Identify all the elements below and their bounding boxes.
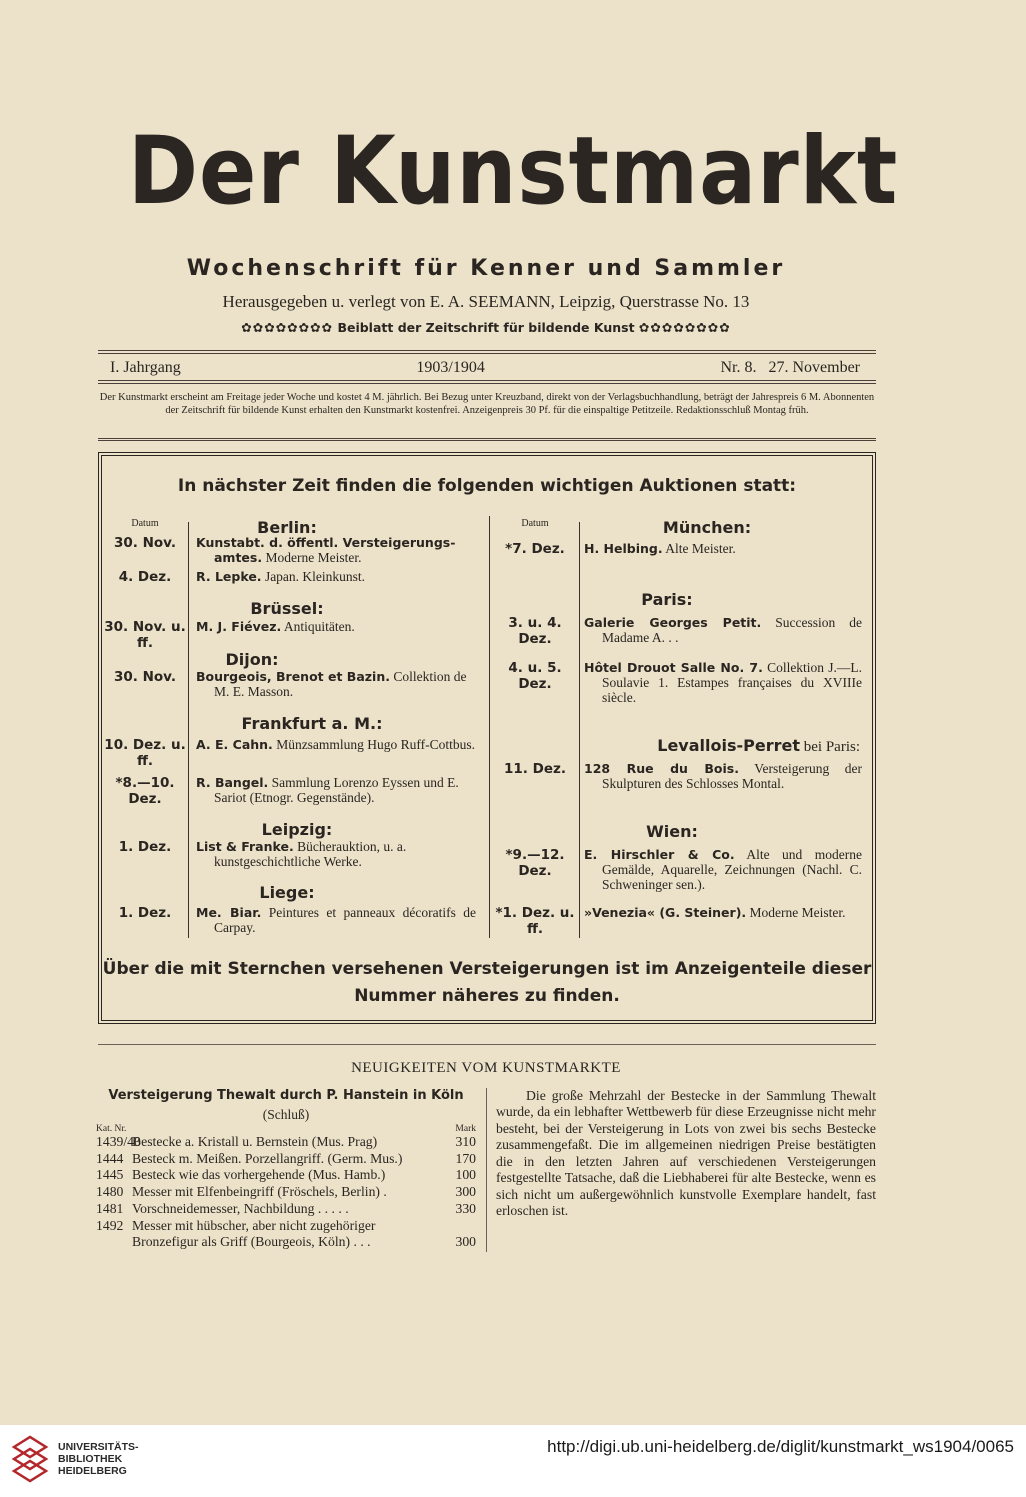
auction-date: *1. Dez. u. ff. [495,905,575,937]
auction-results-column [96,1088,476,1251]
auction-desc: Alte und moderne Gemälde, Aquarelle, Zeichnungen (Nachl. C. Schweninger sen.). [602,847,862,892]
lot-desc: Bestecke a. Kristall u. Bernstein (Mus. Prag) [132,1134,378,1149]
auction-entry [492,542,872,558]
divider-center [489,516,490,938]
publisher-line: Herausgegeben u. verlegt von E. A. SEEMANN, Leipzig, Querstrasse No. 13 [222,292,750,311]
city-paris: Paris: [641,590,693,609]
auction-text [196,670,476,700]
auction-entry [102,840,477,870]
library-name-line: UNIVERSITÄTS- [58,1441,139,1453]
auctioneer-name: A. E. Cahn. [196,737,273,752]
lot-number: 1444 [96,1150,124,1166]
auctioneer-name: Me. Biar. [196,905,262,920]
auction-date: *9.—12. Dez. [505,847,565,879]
auctioneer-name: Kunstabt. d. öffentl. Versteigerungs-amtes. [196,535,456,565]
auction-text [196,776,476,807]
auction-text [584,762,862,792]
auction-date: 10. Dez. u. ff. [104,737,186,769]
masthead-title: Der Kunstmarkt [127,117,899,226]
auction-text [196,738,476,769]
lot-price: 330 [455,1200,476,1216]
auction-desc: Versteigerung der Skulpturen des Schlosses Montal. [602,761,862,791]
results-title: Versteigerung Thewalt durch P. Hanstein in Köln [108,1088,464,1103]
city-wien: Wien: [646,822,698,841]
kat-label: Kat. Nr. [96,1124,127,1134]
auction-footnote: Über die mit Sternchen versehenen Versteigerungen ist im Anzeigenteile dieser Nummer näheres zu finden. [102,959,872,1007]
lots-list [96,1134,476,1251]
lot-price: 310 [455,1134,476,1149]
lot-number: 1492 [96,1217,124,1233]
auction-desc: Bücherauktion, u. a. kunstgeschichtliche Werke. [214,839,407,869]
ornament-right: ✿✿✿✿✿✿✿✿ [638,320,731,335]
lot-price [438,1218,476,1235]
issue-date: 27. November [768,359,860,376]
lot-desc: Bronzefigur als Griff (Bourgeois, Köln) . . . [132,1234,371,1250]
results-subtitle: (Schluß) [262,1107,310,1122]
city-leipzig: Leipzig: [261,820,333,839]
city-levallois: Levallois-Perret [657,736,800,755]
auction-entry [102,906,477,936]
auction-desc: Succession de Madame A. . . [602,615,862,645]
auction-entry [102,670,477,700]
lot-number: 1445 [96,1167,124,1183]
auctioneer-name: Galerie Georges Petit. [584,615,762,630]
auction-entry [492,848,872,893]
section-rule [98,1044,876,1045]
auction-desc: Sammlung Lorenzo Eyssen und E. Sariot (Etnogr. Gegenstände). [214,775,459,805]
auction-desc: Japan. Kleinkunst. [264,569,366,584]
auctioneer-name: List & Franke. [196,839,294,854]
masthead-subtitle: Wochenschrift für Kenner und Sammler [186,256,786,281]
auction-date: 4. u. 5. Dez. [508,660,562,692]
auction-text [196,840,476,870]
auction-entry [492,762,872,792]
lot-row [96,1151,476,1168]
auction-desc: Münzsammlung Hugo Ruff-Cottbus. [276,737,476,752]
auction-text [584,906,862,937]
city-liege: Liege: [259,883,315,902]
auction-desc: Moderne Meister. [265,549,362,565]
news-text-column: Die große Mehrzahl der Bestecke in der Sammlung Thewalt wurde, da ein lebhafter Wettbewerb für diese Erzeugnisse nicht mehr besteht, bei der Versteigerung in Lots von zwei bis sechs Bestecke zusammengefaßt. Die im allgemeinen niedrigen Preise bestätigten die in den letzten Jahren auf verschiedenen Versteigerungen festgestellte Tatsache, daß die Liebhaberei für alte Bestecke, wenn es sich nicht um außergewöhnlich kunstvolle Exemplare handelt, fast erloschen ist. [496,1088,876,1219]
lot-number: 1439/40 [96,1134,141,1149]
lot-desc: Messer mit Elfenbeingriff (Fröschels, Berlin) . [132,1184,387,1200]
news-heading: NEUIGKEITEN VOM KUNSTMARKTE [351,1060,621,1076]
rule-before-box [98,438,876,441]
auction-entry [102,738,477,769]
beiblatt-line [0,320,972,335]
lot-number [96,1234,132,1251]
auctioneer-name: »Venezia« (G. Steiner). [584,905,747,920]
auction-text [584,848,862,893]
lot-number: 1480 [96,1184,124,1200]
auction-date: 30. Nov. u. ff. [104,619,186,651]
auction-desc: Moderne Meister. [749,905,846,920]
beiblatt-text: Beiblatt der Zeitschrift für bildende Kunst [337,320,635,335]
auction-entry [102,570,477,586]
lot-desc: Messer mit hübscher, aber nicht zugehöriger [132,1217,376,1233]
auction-date: 30. Nov. [113,535,176,551]
library-footer [0,1425,1026,1497]
lot-row [96,1201,476,1218]
auction-desc: Collektion J.—L. Soulavie 1. Estampes françaises du XVIIIe siècle. [602,660,863,705]
auction-date: 30. Nov. [113,669,176,685]
auction-entry [102,536,477,566]
auction-text [584,616,862,647]
lot-desc: Besteck wie das vorhergehende (Mus. Hamb.) [132,1167,386,1183]
subscription-info: Der Kunstmarkt erscheint am Freitage jeder Woche und kostet 4 M. jährlich. Bei Bezug unter Kreuzband, direkt von der Verlagsbuchhandlung, beträgt der Jahrespreis 6 M. Abonnenten der Zeitschrift für bildende Kunst erhalten den Kunstmarkt kostenfrei. Anzeigenpreis 30 Pf. für die einspaltige Petitzeile. Redaktionsschluß Montag früh. [99,392,875,417]
auction-entry [492,661,872,706]
auction-entry [102,620,477,651]
auction-text [584,542,862,558]
lot-row [96,1184,476,1201]
lot-price: 170 [455,1150,476,1166]
city-berlin: Berlin: [257,518,317,537]
datum-label-right: Datum [521,518,549,529]
auctioneer-name: 128 Rue du Bois. [584,761,739,776]
ornament-left: ✿✿✿✿✿✿✿✿ [241,320,334,335]
auction-date: 3. u. 4. Dez. [508,615,562,647]
issue-line [110,359,860,377]
lot-desc: Vorschneidemesser, Nachbildung . . . . . [132,1200,349,1216]
auction-date: 1. Dez. [118,905,172,921]
auction-date: *7. Dez. [505,541,565,557]
auction-text [196,570,476,586]
city-dijon: Dijon: [225,650,279,669]
mark-label: Mark [455,1124,476,1134]
auction-box [98,452,876,1024]
datum-label-left: Datum [131,518,159,529]
auction-text [196,536,476,566]
auction-text [196,620,476,651]
city-bruessel: Brüssel: [250,599,324,618]
city-levallois-line [582,736,860,756]
issue-year: 1903/1904 [416,359,485,376]
auction-text [584,661,862,706]
auction-text [196,906,476,936]
auctioneer-name: R. Lepke. [196,569,262,584]
auction-desc: Peintures et panneaux décoratifs de Carpay. [214,905,476,935]
lot-row [96,1234,476,1251]
city-frankfurt: Frankfurt a. M.: [241,714,383,733]
column-divider [486,1088,487,1252]
library-name-line: BIBLIOTHEK [58,1453,123,1466]
auction-date: 4. Dez. [118,569,172,585]
lot-row [96,1218,476,1235]
auction-desc: Collektion de M. E. Masson. [214,669,467,699]
auctioneer-name: H. Helbing. [584,541,663,556]
lot-row [96,1167,476,1184]
issue-number-date [720,359,860,377]
auction-entry [492,616,872,647]
lot-row [96,1134,476,1151]
auction-date: 1. Dez. [118,839,172,855]
lot-price: 300 [455,1234,476,1250]
auction-desc: Antiquitäten. [283,619,355,634]
lot-price: 300 [455,1184,476,1200]
auctioneer-name: E. Hirschler & Co. [584,847,735,862]
lot-desc: Besteck m. Meißen. Porzellangriff. (Germ. Mus.) [132,1150,403,1166]
auction-desc: Alte Meister. [665,541,736,556]
double-rule-bottom [98,380,876,384]
lot-number: 1481 [96,1200,124,1216]
auctioneer-name: M. J. Fiévez. [196,619,282,634]
library-name [58,1441,139,1477]
auction-date: *8.—10. Dez. [115,775,175,807]
auctioneer-name: Hôtel Drouot Salle No. 7. [584,660,763,675]
levallois-suffix: bei Paris: [803,739,860,755]
auctioneer-name: Bourgeois, Brenot et Bazin. [196,669,390,684]
auction-date: 11. Dez. [504,761,566,777]
library-name-line: HEIDELBERG [58,1465,127,1478]
auction-entry [492,906,872,937]
issue-number: Nr. 8. [720,359,757,376]
library-logo-icon[interactable] [10,1433,50,1489]
auctioneer-name: R. Bangel. [196,775,269,790]
auction-entry [102,776,477,807]
source-url-link[interactable]: http://digi.ub.uni-heidelberg.de/diglit/kunstmarkt_ws1904/0065 [547,1437,1014,1456]
double-rule-top [98,350,876,354]
city-muenchen: München: [662,518,752,537]
jahrgang: I. Jahrgang [110,359,181,376]
auction-heading: In nächster Zeit finden die folgenden wichtigen Auktionen statt: [177,476,797,496]
lot-price: 100 [455,1167,476,1183]
results-column-headers [96,1124,476,1134]
